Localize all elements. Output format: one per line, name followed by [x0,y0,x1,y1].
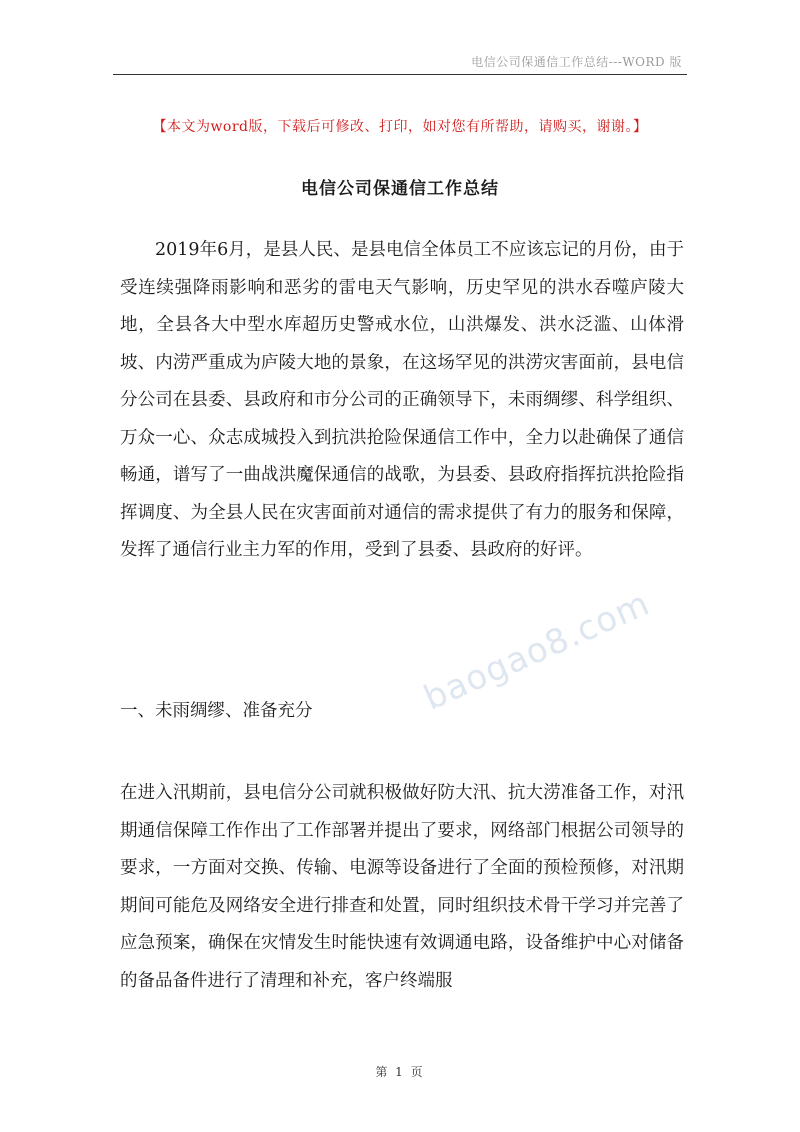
purchase-notice: 【本文为word版，下载后可修改、打印，如对您有所帮助，请购买，谢谢。】 [152,119,648,135]
document-title: 电信公司保通信工作总结 [301,179,499,199]
header-divider [113,74,687,75]
section-paragraph: 在进入汛期前，县电信分公司就积极做好防大汛、抗大涝准备工作，对汛期通信保障工作作出了工作部署并提出了要求，网络部门根据公司领导的要求，一方面对交换、传输、电源等设备进行了全面的预检预修，对汛期期间可能危及网络安全进行排查和处置，同时组织技术骨干学习并完善了应急预案，确保在灾情发生时能快速有效调通电路，设备维护中心对储备的备品备件进行了清理和补充，客户终端服 [120,783,684,991]
section-heading: 一、未雨绸缪、准备充分 [120,701,313,721]
running-header: 电信公司保通信工作总结---WORD 版 [471,55,682,69]
body-paragraph: 2019年6月，是县人民、是县电信全体员工不应该忘记的月份，由于受连续强降雨影响和恶劣的雷电天气影响，历史罕见的洪水吞噬庐陵大地，全县各大中型水库超历史警戒水位，山洪爆发、洪水泛滥、山体滑坡、内涝严重成为庐陵大地的景象，在这场罕见的洪涝灾害面前，县电信分公司在县委、县政府和市分公司的正确领导下，未雨绸缪、科学组织、万众一心、众志成城投入到抗洪抢险保通信工作中，全力以赴确保了通信畅通，谱写了一曲战洪魔保通信的战歌，为县委、县政府指挥抗洪抢险指挥调度、为全县人民在灾害面前对通信的需求提供了有力的服务和保障，发挥了通信行业主力军的作用，受到了县委、县政府的好评。 [120,240,684,560]
page-number: 第 1 页 [375,1065,425,1079]
watermark-logo: baogao8.com [418,583,656,719]
